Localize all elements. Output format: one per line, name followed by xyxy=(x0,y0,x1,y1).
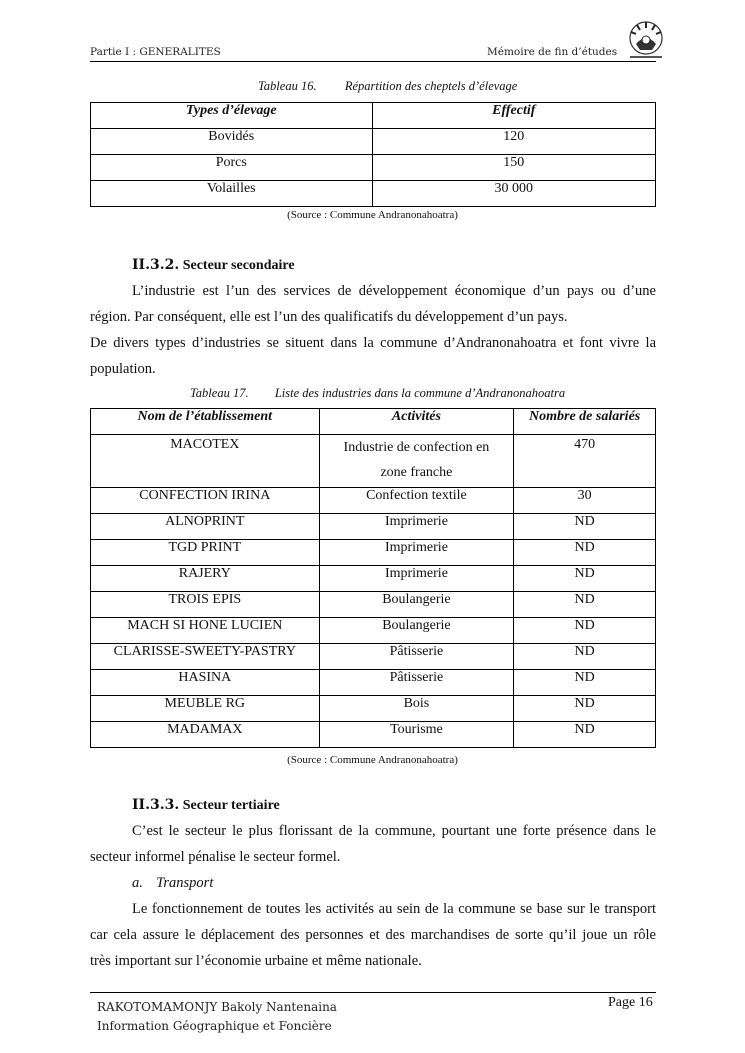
table-row xyxy=(91,722,656,748)
table17-caption xyxy=(190,386,565,401)
table-cell: 30 xyxy=(514,488,656,514)
text-line: Le fonctionnement de toutes les activités au sein de la commune se base sur le transport xyxy=(132,901,656,917)
section-title: Secteur tertiaire xyxy=(182,798,280,813)
table-cell: ND xyxy=(514,566,656,592)
table16-source: (Source : Commune Andranonahoatra) xyxy=(287,209,458,221)
table-cell: Porcs xyxy=(91,155,373,181)
text-line: secteur informel pénalise le secteur formel. xyxy=(90,849,341,865)
section-heading-tertiary xyxy=(132,797,280,814)
footer-author: RAKOTOMAMONJY Bakoly Nantenaina xyxy=(97,1000,337,1014)
table-cell: Boulangerie xyxy=(319,592,514,618)
table-cell: MEUBLE RG xyxy=(91,696,320,722)
table17-caption-number: Tableau 17. xyxy=(190,386,249,400)
table-cell: Imprimerie xyxy=(319,514,514,540)
table-cell: ND xyxy=(514,670,656,696)
table17-source: (Source : Commune Andranonahoatra) xyxy=(287,754,458,766)
table-cell: Pâtisserie xyxy=(319,670,514,696)
table-cell: ND xyxy=(514,592,656,618)
table-cell: ND xyxy=(514,722,656,748)
table-cell: MADAMAX xyxy=(91,722,320,748)
table17-caption-title: Liste des industries dans la commune d’Andranonahoatra xyxy=(274,386,566,400)
table-cell: CLARISSE-SWEETY-PASTRY xyxy=(91,644,320,670)
paragraph-industry xyxy=(90,278,656,382)
table-cell: ND xyxy=(514,514,656,540)
subsection-title: Transport xyxy=(156,875,214,891)
table-row xyxy=(91,592,656,618)
table-cell: Boulangerie xyxy=(319,618,514,644)
table16-header-type: Types d’élevage xyxy=(91,103,373,129)
table-cell: ND xyxy=(514,618,656,644)
section-number: II.3.2. xyxy=(132,257,180,273)
table-row xyxy=(91,670,656,696)
header-part-title: Partie I : GENERALITES xyxy=(90,46,221,58)
table-cell: MACOTEX xyxy=(91,435,320,488)
text-line: C’est le secteur le plus florissant de la commune, pourtant une forte présence dans le xyxy=(132,823,656,839)
table-row xyxy=(91,181,656,207)
table-cell: 120 xyxy=(372,129,656,155)
table-row xyxy=(91,488,656,514)
table-cell: Bois xyxy=(319,696,514,722)
section-heading-secondary xyxy=(132,257,295,274)
page-number: Page 16 xyxy=(608,995,653,1010)
table-row xyxy=(91,566,656,592)
subsection-heading-transport xyxy=(90,870,656,896)
table-row xyxy=(91,540,656,566)
table-cell: ND xyxy=(514,540,656,566)
text-line: région. Par conséquent, elle est l’un des qualificatifs du développement d’un pays. xyxy=(90,309,568,325)
table-cell: MACH SI HONE LUCIEN xyxy=(91,618,320,644)
cell-line: Industrie de confection en xyxy=(343,440,490,455)
table-cell: ND xyxy=(514,644,656,670)
table-row xyxy=(91,644,656,670)
table17-header-activity: Activités xyxy=(319,409,514,435)
university-logo-icon xyxy=(624,18,668,62)
footer-program: Information Géographique et Foncière xyxy=(97,1019,332,1033)
table-row xyxy=(91,618,656,644)
header-document-type: Mémoire de fin d’études xyxy=(487,46,618,58)
table-cell: ND xyxy=(514,696,656,722)
header-rule xyxy=(90,61,656,62)
table-cell: Volailles xyxy=(91,181,373,207)
footer-rule xyxy=(90,992,656,993)
paragraph-tertiary xyxy=(90,818,656,974)
table16-livestock xyxy=(90,102,656,207)
text-line: car cela assure le déplacement des personnes et des marchandises de sorte qu’il joue un rôle xyxy=(90,927,656,943)
table-cell: CONFECTION IRINA xyxy=(91,488,320,514)
table-cell: HASINA xyxy=(91,670,320,696)
text-line: De divers types d’industries se situent dans la commune d’Andranonahoatra et font vivre la xyxy=(90,335,656,351)
table-row xyxy=(91,514,656,540)
table16-caption-number: Tableau 16. xyxy=(258,79,317,93)
table-cell: Bovidés xyxy=(91,129,373,155)
table-cell: 470 xyxy=(514,435,656,488)
table-cell: Tourisme xyxy=(319,722,514,748)
table17-header-name: Nom de l’établissement xyxy=(91,409,320,435)
table-cell: Confection textile xyxy=(319,488,514,514)
text-line: population. xyxy=(90,361,156,377)
table-cell: Imprimerie xyxy=(319,540,514,566)
table-cell: RAJERY xyxy=(91,566,320,592)
table16-header-count: Effectif xyxy=(372,103,656,129)
table16-caption xyxy=(258,79,517,94)
table17-header-employees: Nombre de salariés xyxy=(514,409,656,435)
table-cell: TROIS EPIS xyxy=(91,592,320,618)
table-cell: TGD PRINT xyxy=(91,540,320,566)
table-cell: Imprimerie xyxy=(319,566,514,592)
subsection-label: a. xyxy=(132,875,143,891)
text-line: L’industrie est l’un des services de développement économique d’un pays ou d’une xyxy=(132,283,656,299)
table-cell: 30 000 xyxy=(372,181,656,207)
table-cell: Pâtisserie xyxy=(319,644,514,670)
table-row xyxy=(91,129,656,155)
table16-caption-title: Répartition des cheptels d’élevage xyxy=(344,79,518,93)
table-row xyxy=(91,696,656,722)
text-line: très important sur l’économie urbaine et même nationale. xyxy=(90,953,422,969)
table-cell: 150 xyxy=(372,155,656,181)
table-cell xyxy=(319,435,514,488)
table17-industries xyxy=(90,408,656,748)
cell-line: zone franche xyxy=(380,465,453,480)
table-cell: ALNOPRINT xyxy=(91,514,320,540)
table-row xyxy=(91,155,656,181)
section-number: II.3.3. xyxy=(132,797,180,813)
section-title: Secteur secondaire xyxy=(182,258,295,273)
table-row xyxy=(91,435,656,488)
